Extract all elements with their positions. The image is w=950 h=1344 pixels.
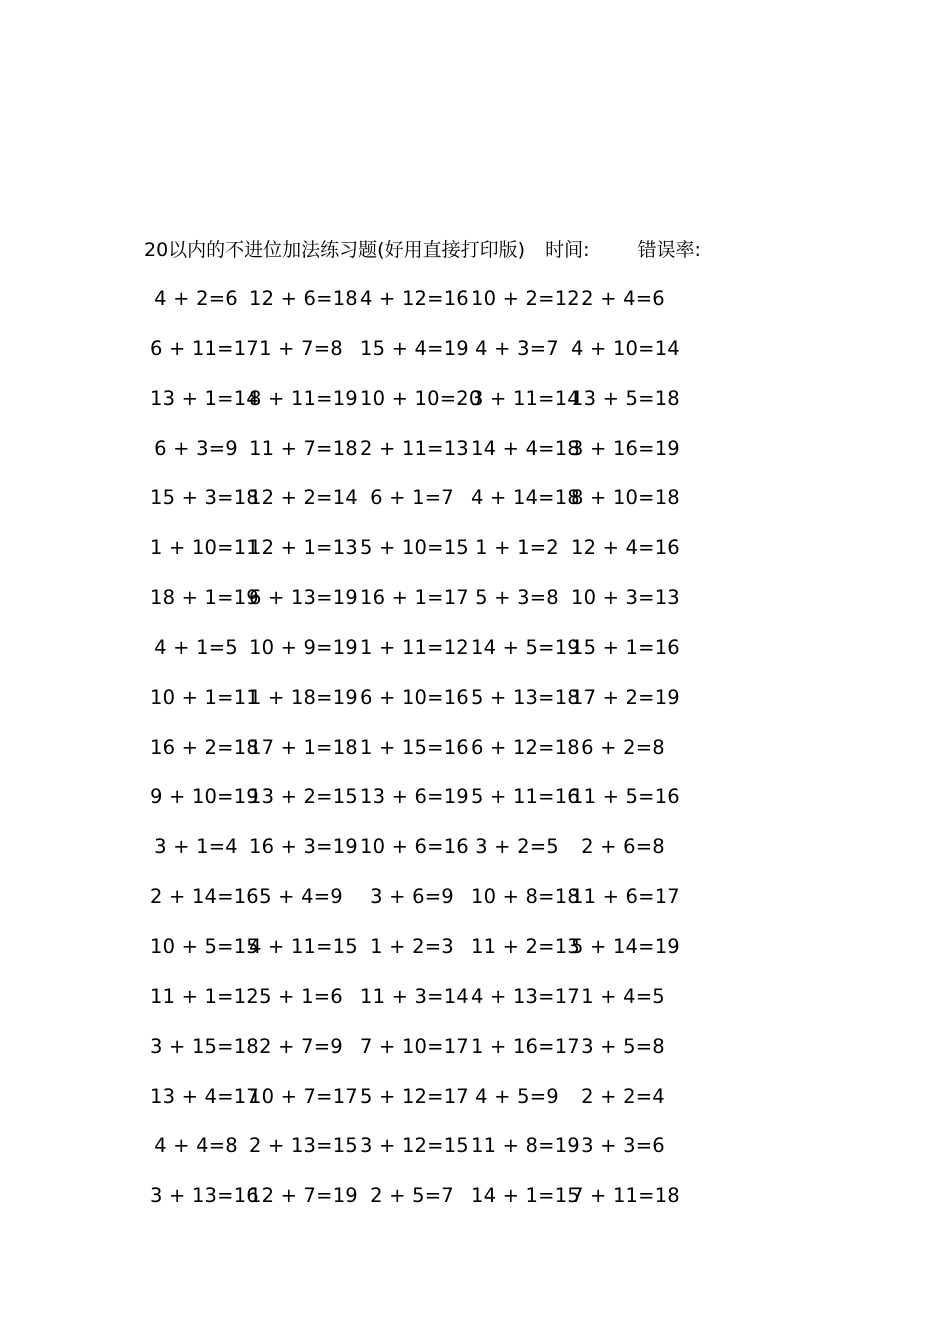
addition-problem: 17 + 1=18: [249, 735, 358, 759]
addition-problem: 4 + 13=17: [471, 984, 580, 1008]
addition-problem: 10 + 1=11: [150, 685, 259, 709]
addition-problem: 1 + 7=8: [259, 336, 343, 360]
addition-problem: 6 + 11=17: [150, 336, 259, 360]
addition-problem: 10 + 9=19: [249, 635, 358, 659]
addition-problem: 12 + 4=16: [571, 536, 680, 560]
error-rate-label: 错误率:: [637, 239, 701, 261]
addition-problem: 10 + 2=12: [471, 287, 580, 310]
worksheet-title: 20以内的不进位加法练习题(好用直接打印版): [144, 239, 526, 261]
addition-problem: 9 + 10=19: [150, 785, 259, 809]
problem-row: [0, 684, 950, 734]
addition-problem: 12 + 7=19: [249, 1184, 358, 1208]
addition-problem: 15 + 3=18: [150, 486, 259, 510]
addition-problem: 3 + 3=6: [581, 1134, 665, 1158]
problem-row: [0, 883, 950, 933]
addition-problem: 1 + 11=12: [360, 635, 469, 659]
addition-problem: 6 + 1=7: [370, 486, 454, 510]
addition-problem: 3 + 5=8: [581, 1034, 665, 1058]
addition-problem: 8 + 10=18: [571, 486, 680, 510]
addition-problem: 7 + 11=18: [571, 1184, 680, 1208]
problem-row: [0, 1083, 950, 1133]
addition-problem: 14 + 5=19: [471, 635, 580, 659]
problem-row: [0, 1033, 950, 1083]
addition-problem: 3 + 1=4: [154, 835, 238, 859]
problem-row: [0, 534, 950, 584]
addition-problem: 14 + 4=18: [471, 436, 580, 460]
addition-problem: 2 + 4=6: [581, 287, 665, 310]
addition-problem: 11 + 6=17: [571, 885, 680, 909]
addition-problem: 1 + 1=2: [475, 536, 559, 560]
addition-problem: 3 + 11=14: [471, 386, 580, 410]
addition-problem: 10 + 10=20: [360, 386, 482, 410]
addition-problem: 15 + 1=16: [571, 635, 680, 659]
addition-problem: 2 + 11=13: [360, 436, 469, 460]
problem-row: [0, 584, 950, 634]
addition-problem: 1 + 2=3: [370, 934, 454, 958]
addition-problem: 11 + 1=12: [150, 984, 259, 1008]
addition-problem: 3 + 2=5: [475, 835, 559, 859]
problem-row: [0, 833, 950, 883]
time-label: 时间:: [545, 239, 590, 261]
addition-problem: 13 + 2=15: [249, 785, 358, 809]
addition-problem: 2 + 7=9: [259, 1034, 343, 1058]
addition-problem: 3 + 16=19: [571, 436, 680, 460]
addition-problem: 10 + 6=16: [360, 835, 469, 859]
addition-problem: 5 + 1=6: [259, 984, 343, 1008]
addition-problem: 10 + 8=18: [471, 885, 580, 909]
addition-problem: 2 + 5=7: [370, 1184, 454, 1208]
addition-problem: 8 + 11=19: [249, 386, 358, 410]
addition-problem: 6 + 2=8: [581, 735, 665, 759]
problem-row: [0, 634, 950, 684]
addition-problem: 4 + 1=5: [154, 635, 238, 659]
addition-problem: 5 + 11=16: [471, 785, 580, 809]
addition-problem: 11 + 5=16: [571, 785, 680, 809]
addition-problem: 5 + 3=8: [475, 586, 559, 610]
addition-problem: 12 + 2=14: [249, 486, 358, 510]
addition-problem: 6 + 13=19: [249, 586, 358, 610]
addition-problem: 5 + 12=17: [360, 1084, 469, 1108]
problem-row: [0, 335, 950, 385]
addition-problem: 1 + 4=5: [581, 984, 665, 1008]
addition-problem: 4 + 3=7: [475, 336, 559, 360]
addition-problem: 1 + 10=11: [150, 536, 259, 560]
addition-problem: 4 + 5=9: [475, 1084, 559, 1108]
addition-problem: 4 + 2=6: [154, 287, 238, 310]
addition-problem: 11 + 8=19: [471, 1134, 580, 1158]
addition-problem: 13 + 5=18: [571, 386, 680, 410]
addition-problem: 18 + 1=19: [150, 586, 259, 610]
addition-problem: 16 + 2=18: [150, 735, 259, 759]
problem-row: [0, 1132, 950, 1182]
addition-problem: 1 + 15=16: [360, 735, 469, 759]
addition-problem: 4 + 12=16: [360, 287, 469, 310]
addition-problem: 4 + 4=8: [154, 1134, 238, 1158]
addition-problem: 7 + 10=17: [360, 1034, 469, 1058]
addition-problem: 6 + 12=18: [471, 735, 580, 759]
addition-problem: 17 + 2=19: [571, 685, 680, 709]
addition-problem: 1 + 18=19: [249, 685, 358, 709]
addition-problem: 13 + 6=19: [360, 785, 469, 809]
addition-problem: 5 + 14=19: [571, 934, 680, 958]
addition-problem: 2 + 14=16: [150, 885, 259, 909]
addition-problem: 13 + 1=14: [150, 386, 259, 410]
addition-problem: 16 + 3=19: [249, 835, 358, 859]
addition-problem: 11 + 7=18: [249, 436, 358, 460]
problem-row: [0, 933, 950, 983]
problem-row: [0, 435, 950, 485]
addition-problem: 11 + 2=13: [471, 934, 580, 958]
addition-problem: 3 + 13=16: [150, 1184, 259, 1208]
addition-problem: 5 + 10=15: [360, 536, 469, 560]
problem-row: [0, 1182, 950, 1232]
addition-problem: 2 + 2=4: [581, 1084, 665, 1108]
addition-problem: 15 + 4=19: [360, 336, 469, 360]
addition-problem: 4 + 14=18: [471, 486, 580, 510]
addition-problem: 5 + 13=18: [471, 685, 580, 709]
addition-problem: 4 + 10=14: [571, 336, 680, 360]
addition-problem: 2 + 6=8: [581, 835, 665, 859]
problem-row: [0, 285, 950, 335]
addition-problem: 12 + 6=18: [249, 287, 358, 310]
addition-problem: 10 + 3=13: [571, 586, 680, 610]
addition-problem: 3 + 6=9: [370, 885, 454, 909]
addition-problem: 4 + 11=15: [249, 934, 358, 958]
addition-problem: 13 + 4=17: [150, 1084, 259, 1108]
problem-row: [0, 484, 950, 534]
addition-problem: 2 + 13=15: [249, 1134, 358, 1158]
addition-problem: 12 + 1=13: [249, 536, 358, 560]
addition-problem: 16 + 1=17: [360, 586, 469, 610]
problem-grid: [0, 285, 950, 1232]
worksheet-header: [144, 236, 701, 264]
addition-problem: 10 + 5=15: [150, 934, 259, 958]
addition-problem: 6 + 10=16: [360, 685, 469, 709]
problem-row: [0, 385, 950, 435]
problem-row: [0, 734, 950, 784]
problem-row: [0, 983, 950, 1033]
addition-problem: 11 + 3=14: [360, 984, 469, 1008]
addition-problem: 5 + 4=9: [259, 885, 343, 909]
problem-row: [0, 783, 950, 833]
addition-problem: 14 + 1=15: [471, 1184, 580, 1208]
addition-problem: 3 + 15=18: [150, 1034, 259, 1058]
addition-problem: 3 + 12=15: [360, 1134, 469, 1158]
addition-problem: 6 + 3=9: [154, 436, 238, 460]
addition-problem: 10 + 7=17: [249, 1084, 358, 1108]
addition-problem: 1 + 16=17: [471, 1034, 580, 1058]
